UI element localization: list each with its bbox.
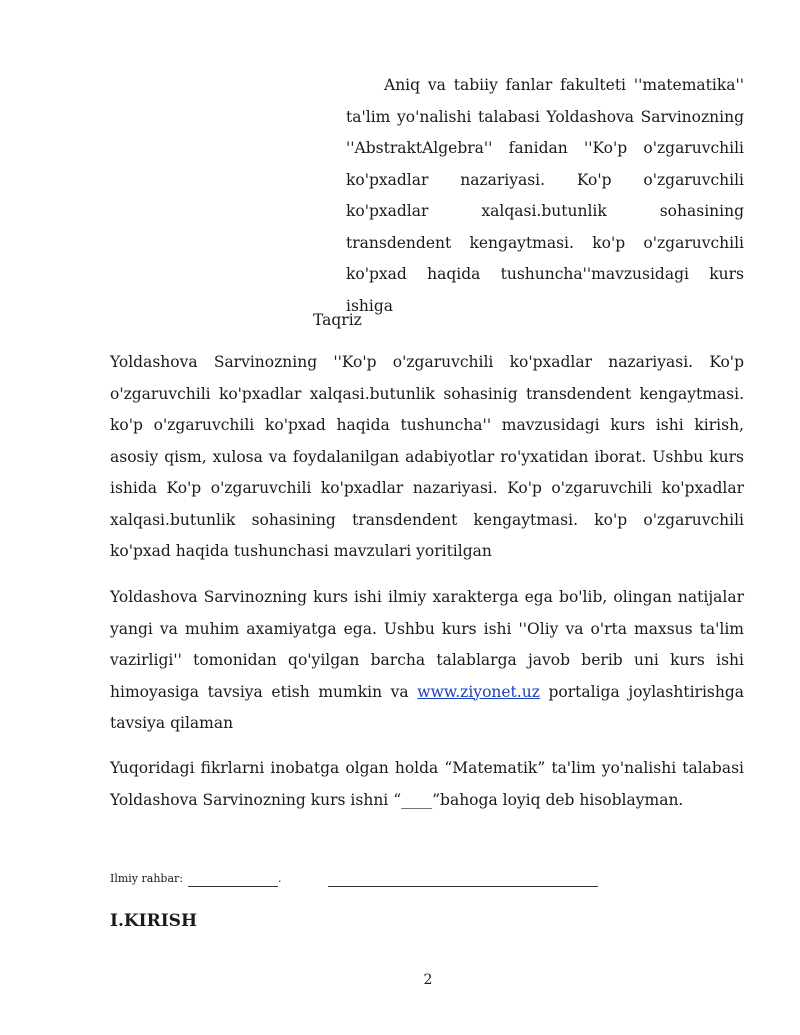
review-paragraph-2 [110, 582, 744, 740]
paragraph-2-text-start: Yoldashova Sarvinozning kurs ishi ilmiy xarakterga ega bo'lib, olingan natijalar yangi va muhim axamiyatga ega. Ushbu kurs ishi ''Oliy va o'rta maxsus ta'lim vazirligi'' tomonidan qo'yilgan barcha talablarga javob berib uni kurs ishi himoyasiga tavsiya etish mumkin va [110, 588, 744, 701]
section-heading: I.KIRISH [110, 911, 198, 931]
review-title: Taqriz [313, 311, 362, 329]
page-number: 2 [423, 972, 433, 988]
addressee-block: Aniq va tabiiy fanlar fakulteti ''matematika'' ta'lim yo'nalishi talabasi Yoldashova Sarvinozning ''AbstraktAlgebra'' fanidan ''Ko'p o'zgaruvchili ko'pxadlar nazariyasi. Ko'p o'zgaruvchili ko'pxadlar xalqasi.butunlik sohasining transdendent kengaytmasi. ko'p o'zgaruvchili ko'pxad haqida tushuncha''mavzusidagi kurs ishiga [346, 76, 744, 315]
signature-line [188, 886, 278, 887]
review-paragraph-1: Yoldashova Sarvinozning ''Ko'p o'zgaruvchili ko'pxadlar nazariyasi. Ko'p o'zgaruvchili ko'pxadlar xalqasi.butunlik sohasinig transdendent kengaytmasi. ko'p o'zgaruvchili ko'pxad haqida tushuncha'' mavzusidagi kurs ishi kirish, asosiy qism, xulosa va foydalanilgan adabiyotlar ro'yxatidan iborat. Ushbu kurs ishida Ko'p o'zgaruvchili ko'pxadlar nazariyasi. Ko'p o'zgaruvchili ko'pxadlar xalqasi.butunlik sohasining transdendent kengaytmasi. ko'p o'zgaruvchili ko'pxad haqida tushunchasi mavzulari yoritilgan [110, 353, 744, 560]
ziyonet-link[interactable]: www.ziyonet.uz [417, 682, 540, 701]
review-paragraph-3: Yuqoridagi fikrlarni inobatga olgan holda “Matematik” ta'lim yo'nalishi talabasi Yoldashova Sarvinozning kurs ishni “____”bahoga loyiq deb hisoblayman. [110, 759, 744, 809]
supervisor-label: Ilmiy rahbar: [110, 872, 183, 885]
signature-dot: . [278, 872, 282, 885]
name-line [328, 886, 598, 887]
signature-block [110, 870, 750, 894]
paragraph-2-text-end: portaliga joylashtirishga tavsiya qilaman [110, 682, 744, 732]
